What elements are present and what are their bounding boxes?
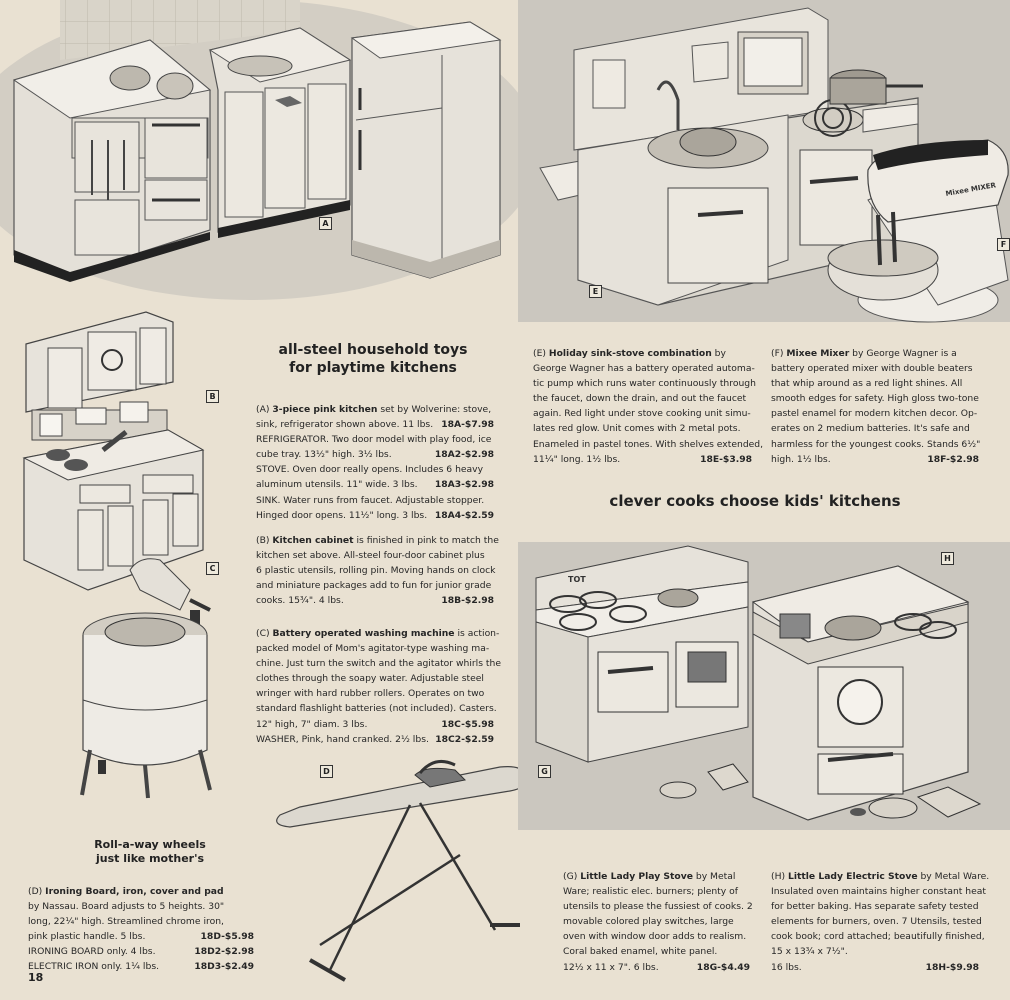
item-label: (B) [256,535,273,546]
ironing-board-illustration [270,755,535,995]
item-a-description [256,402,494,523]
item-c-line [256,686,494,701]
item-g-line [563,929,750,944]
item-label: (G) [563,871,581,882]
item-text: pastel enamel for modern kitchen decor. Op- [771,408,978,420]
item-e-line [533,421,752,436]
item-price: 18A-$7.98 [441,419,494,431]
item-text: lates red glow. Unit comes with 2 metal pots. [533,423,741,435]
item-price: 18A2-$2.98 [434,449,494,461]
headline-roll-a-way-wheels [60,838,240,866]
item-price: 18B-$2.98 [441,595,494,607]
item-text: long, 22¼" high. Streamlined chrome iron, [28,916,224,928]
item-product-name: Kitchen cabinet [272,535,354,546]
item-e-line [533,406,752,421]
photo-tag-d: D [320,765,333,778]
item-text: is action- [454,628,500,639]
item-label: (H) [771,871,788,882]
item-e-line [533,437,764,452]
item-label: (D) [28,886,46,897]
item-price: 18C2-$2.59 [435,733,494,745]
item-text: by Nassau. Board adjusts to 5 heights. 30" [28,901,225,913]
item-f-line [771,346,979,361]
item-c-line [256,656,501,671]
item-e-line [533,391,752,406]
item-a-line [256,462,494,477]
item-text: that whip around as a red light shines. All [771,378,963,390]
item-text: packed model of Mom's agitator-type washing ma- [256,643,490,655]
item-h-line [771,944,979,959]
item-text: 16 lbs. [771,961,802,973]
item-d-line [28,944,254,959]
item-text: Insulated oven maintains higher constant heat [771,886,987,898]
item-text: kitchen set above. All-steel four-door cabinet plus [256,550,485,562]
item-text: harmless for the youngest cooks. Stands 6½" [771,438,981,450]
item-a-line [256,447,494,462]
item-c-line [256,701,497,716]
item-b-line [256,533,499,548]
item-price: 18E-$3.98 [700,453,752,465]
item-g-description [563,869,753,975]
two-stoves-illustration [518,542,1010,830]
item-label: (A) [256,404,273,415]
item-text: battery operated mixer with double beaters [771,363,973,375]
item-f-line [771,452,979,467]
item-h-line [771,869,990,884]
item-h-description [771,869,990,975]
item-h-line [771,960,979,975]
item-e-description [533,346,764,467]
page-number: 18 [28,971,44,984]
item-f-line [771,421,979,436]
item-e-line [533,361,755,376]
item-d-line [28,929,254,944]
item-c-line [256,641,494,656]
item-a-line [256,432,494,447]
sink-stove-mixer-illustration [518,0,1010,322]
item-h-line [771,929,985,944]
item-text: is finished in pink to match the [353,535,499,546]
headline-wheels-line2: just like mother's [96,851,204,865]
item-text: erates on 2 medium batteries. It's safe and [771,423,970,435]
headline-left-line2: for playtime kitchens [289,359,457,376]
item-f-line [771,406,979,421]
item-f-line [771,376,979,391]
item-c-line [256,626,500,641]
photo-kitchen-set-a [0,0,518,300]
item-text: the faucet, down the drain, and out the faucet [533,393,747,405]
item-d-line [28,884,254,899]
headline-all-steel-toys [248,342,498,377]
item-text: oven with window door adds to realism. [563,931,747,943]
photo-tag-g: G [538,765,551,778]
item-g-line [563,914,750,929]
item-text: by [711,348,726,359]
item-g-line [563,869,750,884]
item-d-description [28,884,254,975]
item-text: aluminum utensils. 11" wide. 3 lbs. [256,479,418,491]
item-b-line [256,593,494,608]
item-e-line [533,452,752,467]
item-f-line [771,391,979,406]
item-label: (F) [771,348,787,359]
item-b-line [256,563,494,578]
item-price: 18H-$9.98 [925,961,979,973]
item-text: standard flashlight batteries (not included). Casters. [256,703,497,715]
item-price: 18D-$5.98 [200,931,254,943]
item-text: clothes through the soapy water. Adjustable steel [256,673,484,685]
mixer-brand-label: Mixee MIXER [944,181,997,198]
washing-machine-illustration [70,550,230,800]
photo-tag-b: B [206,390,219,403]
item-text: REFRIGERATOR. Two door model with play food, ice [256,434,492,446]
item-text: elements for burners, oven. 7 Utensils, tested [771,916,982,928]
item-text: 12½ x 11 x 7". 6 lbs. [563,961,659,973]
item-g-line [563,944,750,959]
photo-tag-h: H [941,552,954,565]
item-b-line [256,578,494,593]
item-g-line [563,884,750,899]
photo-washing-machine-c [70,550,230,800]
item-product-name: Mixee Mixer [786,348,850,359]
item-text: smooth edges for safety. High gloss two-tone [771,393,979,405]
item-text: tic pump which runs water continuously through [533,378,756,390]
item-a-line [256,402,494,417]
item-e-line [533,346,752,361]
item-e-line [533,376,756,391]
item-text: WASHER, Pink, hand cranked. 2½ lbs. [256,733,429,745]
headline-clever-cooks: clever cooks choose kids' kitchens [609,492,901,510]
item-price: 18G-$4.49 [696,961,750,973]
item-f-line [771,437,979,452]
item-text: wringer with hard rubber rollers. Operates on two [256,688,485,700]
item-label: (C) [256,628,273,639]
item-product-name: Little Lady Electric Stove [788,871,918,882]
item-text: Ware; realistic elec. burners; plenty of [563,886,738,898]
item-g-line [563,960,750,975]
stove-g-brand-label: TOT [568,575,586,584]
headline-left-line1: all-steel household toys [278,342,468,358]
item-c-description [256,626,501,747]
item-text: and miniature packages add to fun for junior grade [256,580,492,592]
photo-tag-f: F [997,238,1010,251]
item-price: 18A4-$2.59 [434,509,494,521]
item-text: cube tray. 13½" high. 3½ lbs. [256,449,392,461]
item-b-description [256,533,499,608]
item-text: chine. Just turn the switch and the agitator whirls the [256,658,501,670]
item-product-name: Holiday sink-stove combination [548,348,712,359]
item-text: Coral baked enamel, white panel. [563,946,718,958]
photo-two-stoves-gh [518,542,1010,830]
item-d-line [28,899,254,914]
item-f-line [771,361,979,376]
item-text: sink, refrigerator shown above. 11 lbs. [256,419,434,431]
item-price: 18D2-$2.98 [194,946,254,958]
item-a-line [256,417,494,432]
item-c-line [256,717,494,732]
item-text: SINK. Water runs from faucet. Adjustable stopper. [256,494,485,506]
item-text: 15 x 13¾ x 7½". [771,946,848,958]
item-text: movable colored play switches, large [563,916,734,928]
item-a-line [256,508,494,523]
item-text: high. 1½ lbs. [771,453,831,465]
item-text: by Metal Ware. [917,871,990,882]
item-text: IRONING BOARD only. 4 lbs. [28,946,156,958]
item-text: ELECTRIC IRON only. 1¼ lbs. [28,961,160,973]
item-f-description [771,346,979,467]
kitchen-set-illustration [0,0,518,300]
item-a-line [256,477,494,492]
item-text: 6 plastic utensils, rolling pin. Moving hands on clock [256,565,496,577]
photo-tag-c: C [206,562,219,575]
item-product-name: 3-piece pink kitchen [272,404,378,415]
item-label: (E) [533,348,549,359]
item-text: cook book; cord attached; beautifully finished, [771,931,985,943]
item-text: again. Red light under stove cooking unit simu- [533,408,751,420]
headline-wheels-line1: Roll-a-way wheels [94,838,206,851]
photo-tag-e: E [589,285,602,298]
item-text: pink plastic handle. 5 lbs. [28,931,146,943]
item-text: 11¼" long. 1½ lbs. [533,453,621,465]
item-d-line [28,914,254,929]
photo-ironing-board-d [270,755,535,995]
item-price: 18F-$2.98 [927,453,979,465]
item-text: set by Wolverine: stove, [377,404,492,415]
item-c-line [256,671,494,686]
item-c-line [256,732,494,747]
item-product-name: Ironing Board, iron, cover and pad [45,886,224,897]
item-text: Enameled in pastel tones. With shelves extended, [533,438,764,450]
item-b-line [256,548,494,563]
item-product-name: Little Lady Play Stove [580,871,693,882]
item-text: George Wagner has a battery operated automa- [533,363,755,375]
item-h-line [771,899,979,914]
item-d-line [28,959,254,974]
photo-sink-stove-mixer [518,0,1010,322]
item-price: 18A3-$2.98 [434,479,494,491]
item-a-line [256,493,494,508]
photo-tag-a: A [319,217,332,230]
item-text: Hinged door opens. 11½" long. 3 lbs. [256,509,428,521]
item-text: cooks. 15¾". 4 lbs. [256,595,344,607]
item-text: by George Wagner is a [849,348,957,359]
item-text: utensils to please the fussiest of cooks. 2 [563,901,753,913]
item-text: STOVE. Oven door really opens. Includes 6 heavy [256,464,484,476]
item-text: by Metal [692,871,736,882]
item-price: 18C-$5.98 [441,718,494,730]
item-text: for better baking. Has separate safety tested [771,901,979,913]
item-text: 12" high, 7" diam. 3 lbs. [256,718,368,730]
item-product-name: Battery operated washing machine [272,628,455,639]
item-h-line [771,884,987,899]
item-h-line [771,914,982,929]
item-price: 18D3-$2.49 [194,961,254,973]
item-g-line [563,899,753,914]
